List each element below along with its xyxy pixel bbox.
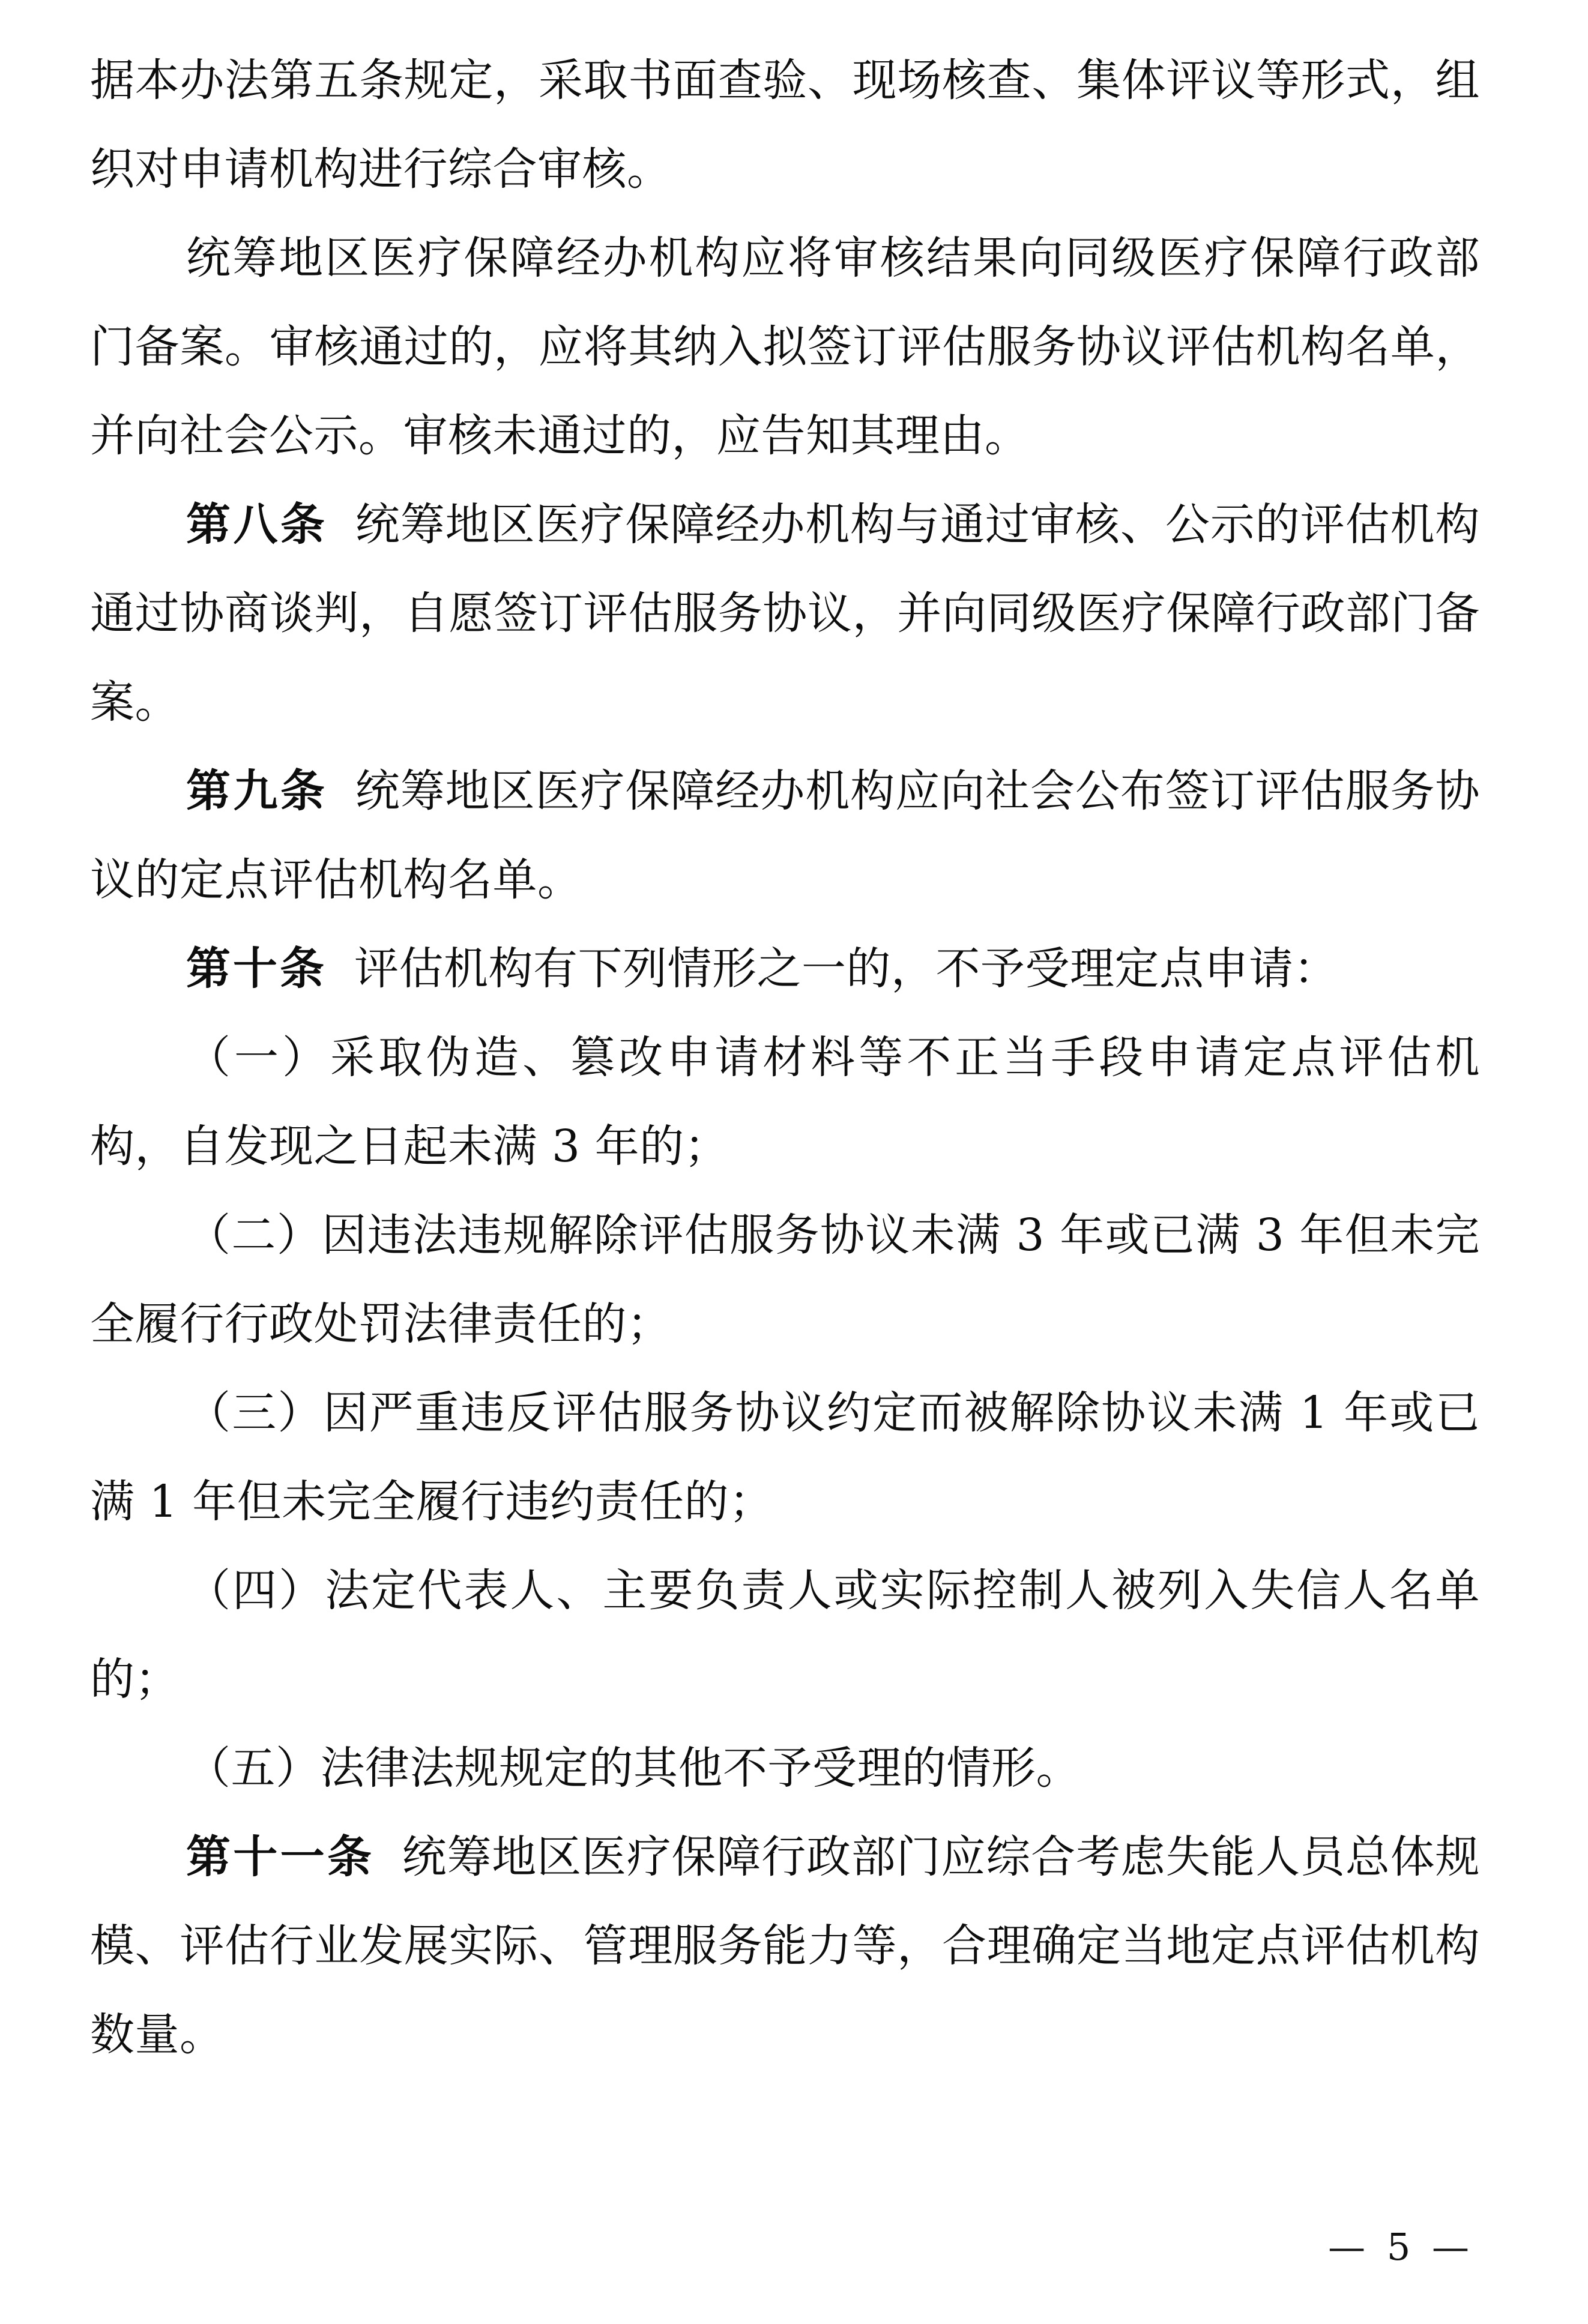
list-item-5 xyxy=(90,1724,1480,1813)
paragraph-article-11 xyxy=(90,1813,1480,2079)
article-label: 第十条 xyxy=(186,943,327,995)
list-item-4 xyxy=(90,1546,1480,1724)
page-number: — 5 — xyxy=(1328,2225,1474,2269)
article-label: 第九条 xyxy=(186,765,328,817)
paragraph-text: 统筹地区医疗保障经办机构与通过审核、公示的评估机构通过协商谈判，自愿签订评估服务协议，并向同级医疗保障行政部门备案。 xyxy=(90,499,1481,728)
paragraph-text: 据本办法第五条规定，采取书面查验、现场核查、集体评议等形式，组织对申请机构进行综合审核。 xyxy=(90,55,1480,195)
paragraph-text: 评估机构有下列情形之一的，不予受理定点申请： xyxy=(354,943,1338,995)
article-label: 第十一条 xyxy=(186,1831,375,1883)
article-label: 第八条 xyxy=(186,499,328,550)
list-item-2 xyxy=(90,1191,1480,1368)
paragraph-text: （四）法定代表人、主要负责人或实际控制人被列入失信人名单的； xyxy=(90,1565,1480,1705)
list-item-1 xyxy=(90,1013,1480,1191)
document-body xyxy=(90,36,1480,2079)
paragraph-continuation xyxy=(90,36,1480,214)
paragraph-text: 统筹地区医疗保障经办机构应向社会公布签订评估服务协议的定点评估机构名单。 xyxy=(90,765,1481,906)
paragraph-text: 统筹地区医疗保障行政部门应综合考虑失能人员总体规模、评估行业发展实际、管理服务能力等，合理确定当地定点评估机构数量。 xyxy=(90,1831,1481,2061)
paragraph-text: 统筹地区医疗保障经办机构应将审核结果向同级医疗保障行政部门备案。审核通过的，应将其纳入拟签订评估服务协议评估机构名单，并向社会公示。审核未通过的，应告知其理由。 xyxy=(90,232,1480,462)
paragraph-record-filing xyxy=(90,214,1480,480)
paragraph-article-8 xyxy=(90,480,1480,747)
paragraph-article-9 xyxy=(90,747,1480,924)
paragraph-text: （三）因严重违反评估服务协议约定而被解除协议未满 1 年或已满 1 年但未完全履行违约责任的； xyxy=(90,1387,1480,1528)
paragraph-text: （五）法律法规规定的其他不予受理的情形。 xyxy=(186,1742,1081,1794)
paragraph-article-10 xyxy=(90,924,1480,1013)
list-item-3 xyxy=(90,1368,1480,1546)
paragraph-text: （二）因违法违规解除评估服务协议未满 3 年或已满 3 年但未完全履行行政处罚法律责任的； xyxy=(90,1209,1480,1350)
paragraph-text: （一）采取伪造、篡改申请材料等不正当手段申请定点评估机构，自发现之日起未满 3 年的； xyxy=(90,1032,1480,1172)
